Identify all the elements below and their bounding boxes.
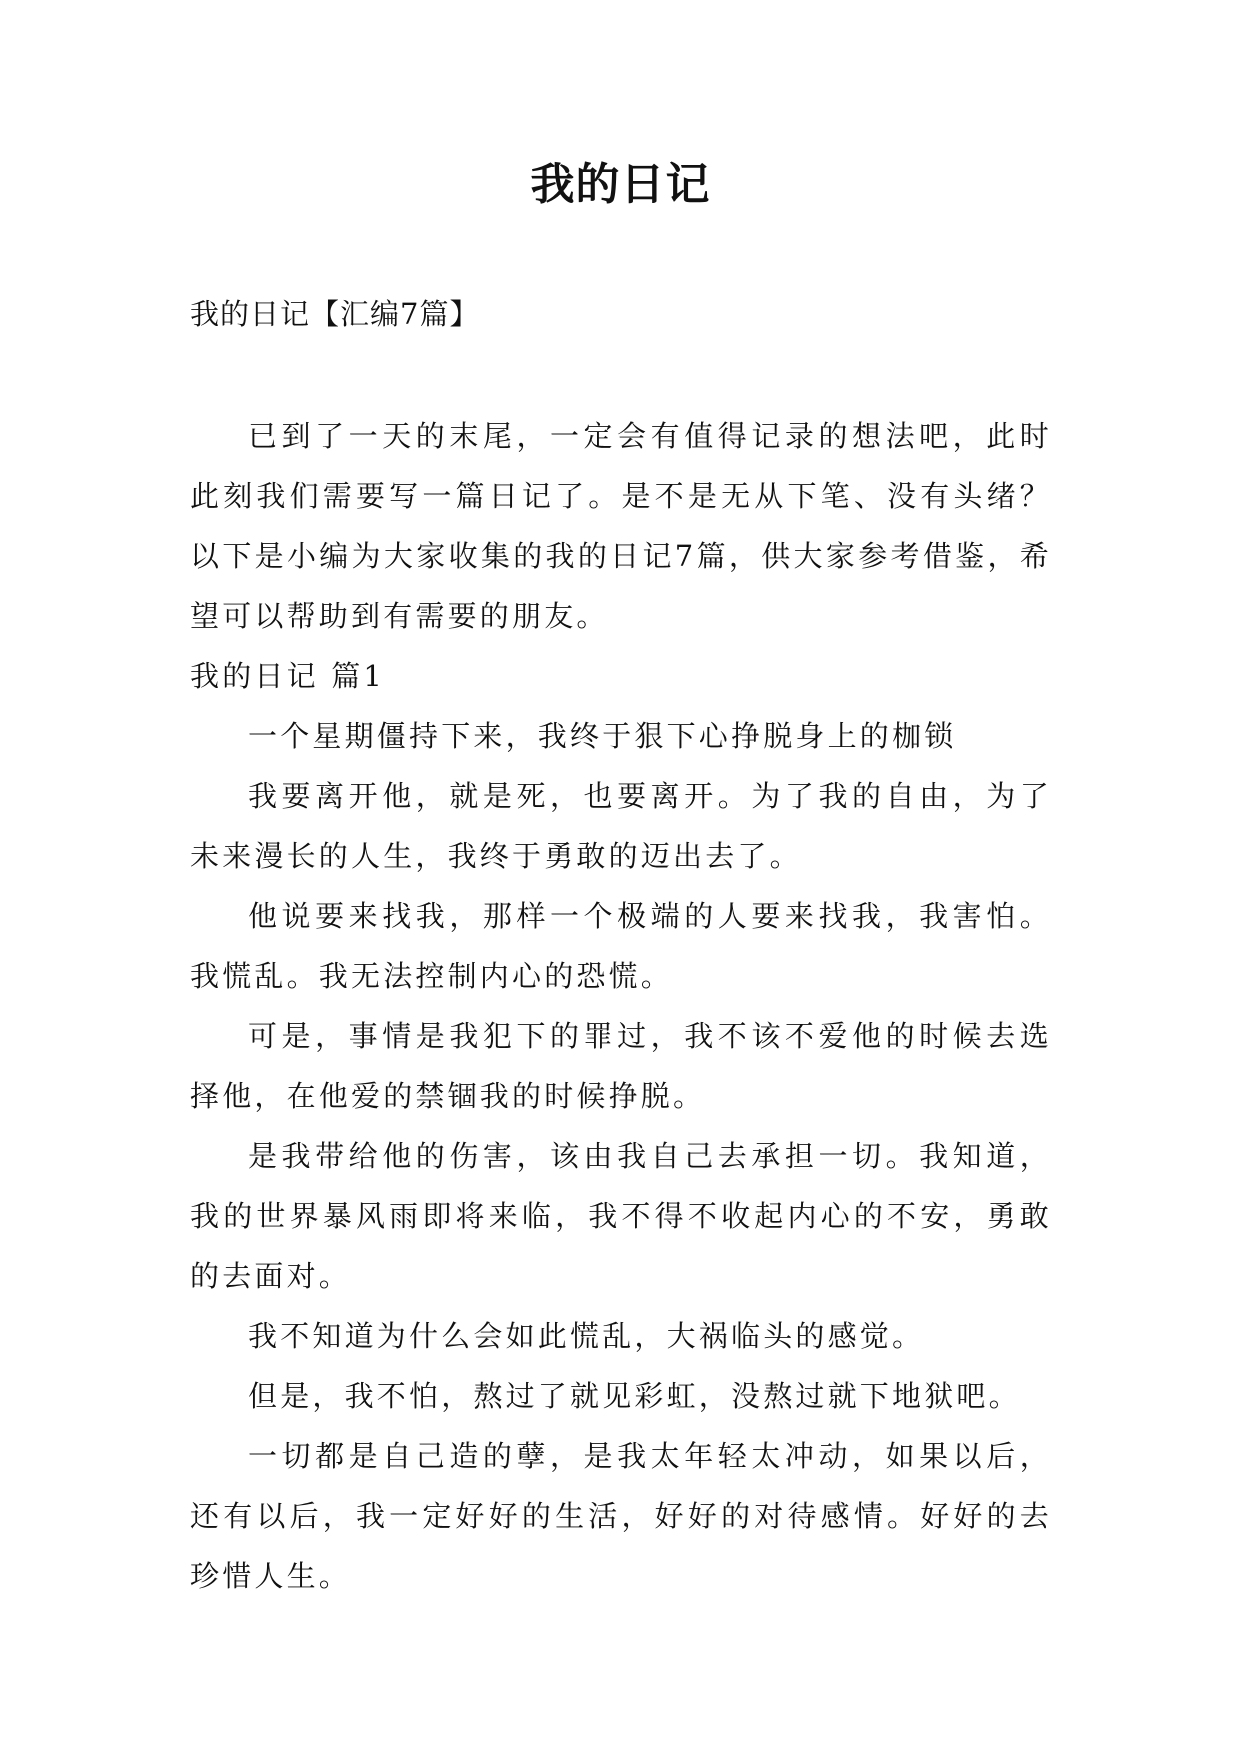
document-body xyxy=(190,406,1052,1606)
body-paragraph: 一个星期僵持下来，我终于狠下心挣脱身上的枷锁 xyxy=(248,719,957,753)
body-paragraph: 他说要来找我，那样一个极端的人要来找我，我害怕。我慌乱。我无法控制内心的恐慌。 xyxy=(190,899,1052,993)
intro-paragraph: 已到了一天的末尾，一定会有值得记录的想法吧，此时此刻我们需要写一篇日记了。是不是无从下笔、没有头绪？以下是小编为大家收集的我的日记7篇，供大家参考借鉴，希望可以帮助到有需要的朋友。 xyxy=(190,419,1052,633)
body-paragraph: 我不知道为什么会如此慌乱，大祸临头的感觉。 xyxy=(248,1319,925,1353)
body-paragraph: 我要离开他，就是死，也要离开。为了我的自由，为了未来漫长的人生，我终于勇敢的迈出去了。 xyxy=(190,779,1052,873)
body-paragraph: 但是，我不怕，熬过了就见彩虹，没熬过就下地狱吧。 xyxy=(248,1379,1021,1413)
section-heading: 我的日记 篇1 xyxy=(190,659,386,693)
body-paragraph: 可是，事情是我犯下的罪过，我不该不爱他的时候去选择他，在他爱的禁锢我的时候挣脱。 xyxy=(190,1019,1052,1113)
document-subtitle: 我的日记【汇编7篇】 xyxy=(190,297,480,331)
document-title: 我的日记 xyxy=(530,159,711,210)
body-paragraph: 一切都是自己造的孽，是我太年轻太冲动，如果以后，还有以后，我一定好好的生活，好好的对待感情。好好的去珍惜人生。 xyxy=(190,1439,1052,1593)
body-paragraph: 是我带给他的伤害，该由我自己去承担一切。我知道，我的世界暴风雨即将来临，我不得不收起内心的不安，勇敢的去面对。 xyxy=(190,1139,1052,1293)
